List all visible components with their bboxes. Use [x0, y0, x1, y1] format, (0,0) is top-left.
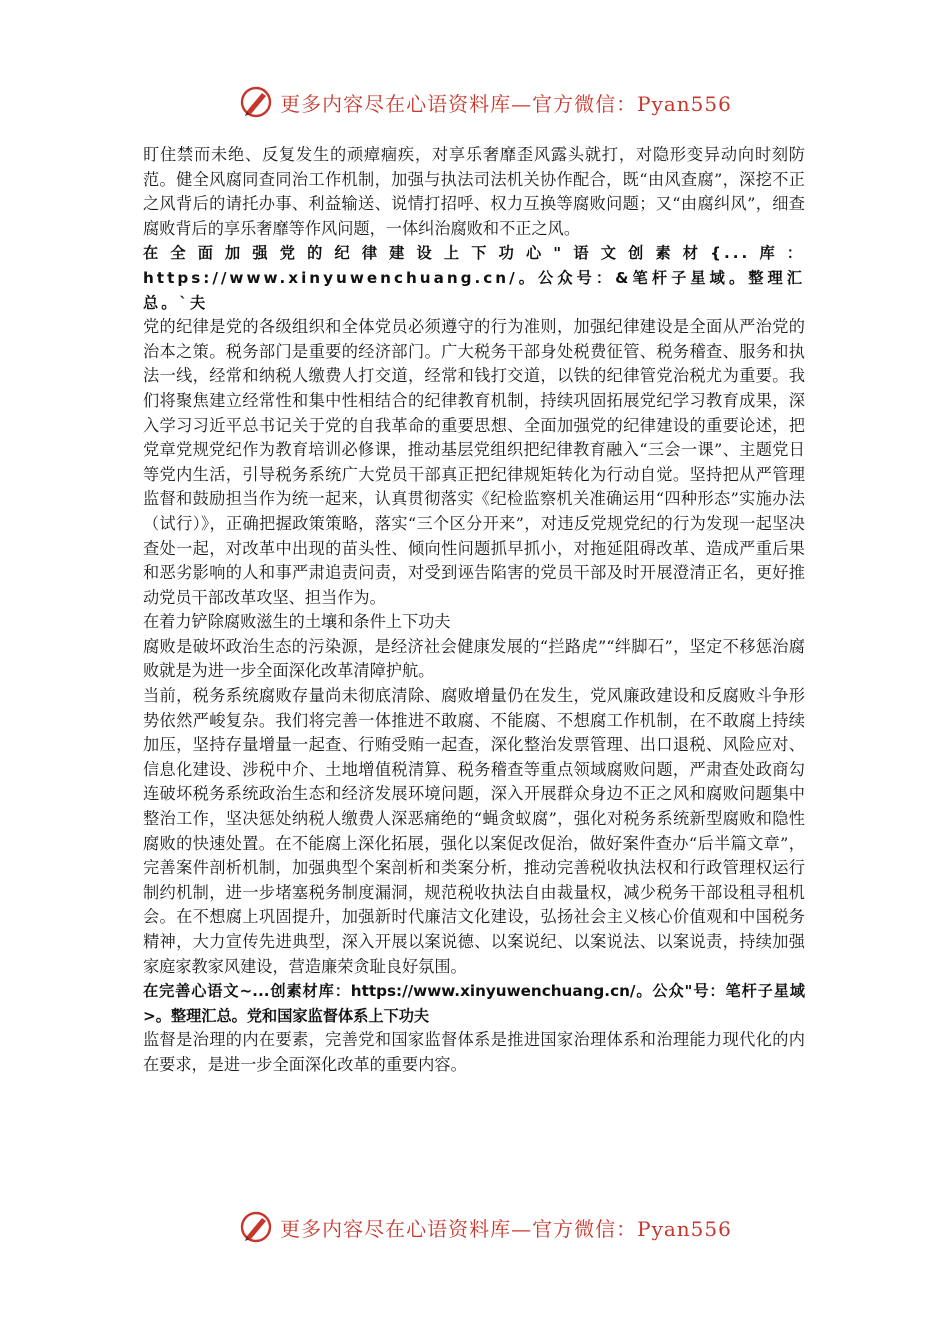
paragraph: 监督是治理的内在要素，完善党和国家监督体系是推进国家治理体系和治理能力现代化的内在要求，是进一步全面深化改革的重要内容。 [143, 1030, 805, 1074]
document-body [143, 143, 805, 1078]
footer-banner [0, 1205, 950, 1249]
paragraph: 腐败是破坏政治生态的污染源，是经济社会健康发展的“拦路虎”“绊脚石”，坚定不移惩治腐败就是为进一步全面深化改革清障护航。 [143, 636, 805, 681]
header-banner [0, 80, 950, 124]
pen-logo-icon [238, 1209, 274, 1245]
paragraph: 党的纪律是党的各级组织和全体党员必须遵守的行为准则，加强纪律建设是全面从严治党的治本之策。税务部门是重要的经济部门。广大税务干部身处税费征管、税务稽查、服务和执法一线，经常和纳税人缴费人打交道，经常和钱打交道，以铁的纪律管党治税尤为重要。我们将聚焦建立经常性和集中性相结合的纪律教育机制，持续巩固拓展党纪学习教育成果，深入学习习近平总书记关于党的自我革命的重要思想、全面加强党的纪律建设的重要论述，把党章党规党纪作为教育培训必修课，推动基层党组织把纪律教育融入“三会一课”、主题党日等党内生活，引导税务系统广大党员干部真正把纪律规矩转化为行动自觉。坚持把从严管理监督和鼓励担当作为统一起来，认真贯彻落实《纪检监察机关准确运用“四种形态”实施办法（试行）》，正确把握政策策略，落实“三个区分开来”，对违反党规党纪的行为发现一起坚决查处一起，对改革中出现的苗头性、倾向性问题抓早抓小，对拖延阻碍改革、造成严重后果和恶劣影响的人和事严肃追责问责，对受到诬告陷害的党员干部及时开展澄清正名，更好推动党员干部改革攻坚、担当作为。 [143, 317, 805, 607]
section-heading-watermark: 在全面加强党的纪律建设上下功心"语文创素材{...库：https://www.xinyuwenchuang.cn/。公众号：&笔杆子星域。整理汇总。`夫 [143, 244, 805, 312]
pen-logo-icon [238, 84, 274, 120]
paragraph: 当前，税务系统腐败存量尚未彻底清除、腐败增量仍在发生，党风廉政建设和反腐败斗争形势依然严峻复杂。我们将完善一体推进不敢腐、不能腐、不想腐工作机制，在不敢腐上持续加压，坚持存量增量一起查、行贿受贿一起查，深化整治发票管理、出口退税、风险应对、信息化建设、涉税中介、土地增值税清算、税务稽查等重点领域腐败问题，严肃查处政商勾连破坏税务系统政治生态和经济发展环境问题，深入开展群众身边不正之风和腐败问题集中整治工作，坚决惩处纳税人缴费人深恶痛绝的“蝇贪蚁腐”，强化对税务系统新型腐败和隐性腐败的快速处置。在不能腐上深化拓展，强化以案促改促治，做好案件查办“后半篇文章”，完善案件剖析机制，加强典型个案剖析和类案分析，推动完善税收执法权和行政管理权运行制约机制，进一步堵塞税务制度漏洞，规范税收执法自由裁量权，减少税务干部设租寻租机会。在不想腐上巩固提升，加强新时代廉洁文化建设，弘扬社会主义核心价值观和中国税务精神，大力宣传先进典型，深入开展以案说德、以案说纪、以案说法、以案说责，持续加强家庭家教家风建设，营造廉荣贪耻良好氛围。 [143, 686, 805, 976]
section-heading: 在着力铲除腐败滋生的土壤和条件上下功夫 [143, 612, 451, 632]
section-heading-watermark: 在完善心语文~...创素材库：https://www.xinyuwenchuang.cn/。公众"号：笔杆子星域>。整理汇总。党和国家监督体系上下功夫 [143, 982, 805, 1025]
banner-text: 更多内容尽在心语资料库—官方微信：Pyan556 [280, 91, 732, 116]
banner-text: 更多内容尽在心语资料库—官方微信：Pyan556 [280, 1216, 732, 1241]
paragraph: 盯住禁而未绝、反复发生的顽瘴痼疾，对享乐奢靡歪风露头就打，对隐形变异动向时刻防范。健全风腐同查同治工作机制，加强与执法司法机关协作配合，既“由风查腐”，深挖不正之风背后的请托办事、利益输送、说情打招呼、权力互换等腐败问题；又“由腐纠风”，细查腐败背后的享乐奢靡等作风问题，一体纠治腐败和不正之风。 [143, 145, 805, 238]
